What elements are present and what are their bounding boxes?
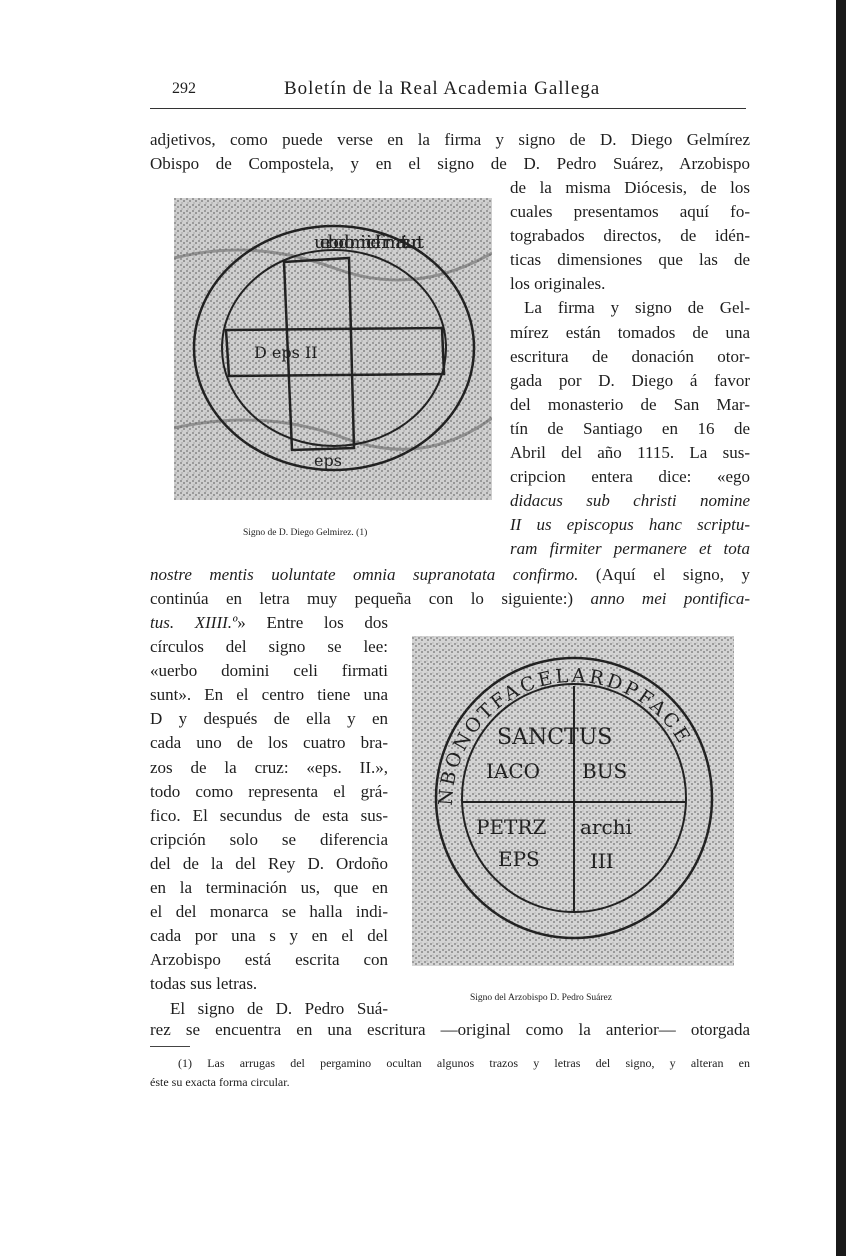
text-line: Arzobispo está escrita con bbox=[150, 950, 388, 970]
text-segment: continúa en letra muy pequeña con lo siguiente:) bbox=[150, 589, 591, 609]
text-segment: » Entre los dos bbox=[237, 613, 388, 632]
text-line: del de la del Rey D. Ordoño bbox=[150, 853, 388, 873]
middle-text bbox=[150, 563, 750, 611]
text-line: el del monarca se halla indi- bbox=[150, 902, 388, 922]
figure-caption: Signo del Arzobispo D. Pedro Suárez bbox=[470, 993, 612, 1003]
latin-text: tus. XIIII.º bbox=[150, 613, 238, 632]
suarez-ring-path-text: NBONOTFACELARDPFACE bbox=[434, 664, 696, 807]
figure-suarez-sign bbox=[412, 636, 734, 966]
text-line bbox=[510, 537, 750, 561]
text-line: cuales presentamos aquí fo- bbox=[510, 202, 750, 222]
footnote bbox=[150, 1054, 750, 1092]
text-line: círculos del signo se lee: bbox=[150, 637, 388, 657]
latin-text: nostre mentis uoluntate omnia supranotata confirmo. bbox=[150, 565, 579, 584]
footnote-mark: (1) bbox=[178, 1056, 192, 1070]
top-text bbox=[150, 128, 750, 176]
suarez-cell-text: SANCTUS bbox=[497, 725, 613, 750]
latin-text: didacus sub christi nomine bbox=[510, 491, 750, 511]
latin-text: ram firmiter permanere et tota bbox=[510, 539, 750, 559]
text-line: todas sus letras. bbox=[150, 974, 258, 994]
text-line: La firma y signo de Gel- bbox=[524, 298, 750, 318]
text-line: de la misma Diócesis, de los bbox=[510, 178, 750, 197]
text-line: zos de la cruz: «eps. II.», bbox=[150, 757, 388, 777]
left-column-text bbox=[150, 611, 388, 1021]
suarez-cell-text: archi bbox=[580, 815, 632, 839]
figure-caption: Signo de D. Diego Gelmirez. (1) bbox=[243, 528, 368, 538]
text-line: Obispo de Compostela, y en el signo de D. Pedro Suárez, Arzobispo bbox=[150, 154, 750, 174]
suarez-cell-text: III bbox=[590, 849, 614, 873]
suarez-sign-image bbox=[412, 636, 734, 966]
footnote-line: éste su exacta forma circular. bbox=[150, 1075, 290, 1089]
latin-text: II us episcopus hanc scriptu- bbox=[510, 515, 750, 535]
text-line bbox=[150, 611, 388, 635]
suarez-cell-text: PETRZ bbox=[476, 815, 547, 839]
text-line: los originales. bbox=[510, 274, 606, 294]
text-line bbox=[510, 489, 750, 513]
footnote-line bbox=[150, 1054, 750, 1073]
page-edge bbox=[836, 0, 846, 1256]
footnote-text: Las arrugas del pergamino ocultan algunos trazos y letras del signo, y alteran en bbox=[207, 1056, 751, 1070]
text-line: escritura de donación otor- bbox=[510, 346, 750, 366]
text-line: adjetivos, como puede verse en la firma y signo de D. Diego Gelmírez bbox=[150, 130, 750, 149]
bottom-text bbox=[150, 1018, 750, 1042]
text-line: gada por D. Diego á favor bbox=[510, 370, 750, 390]
gelmirez-arm-text: eps bbox=[314, 451, 342, 470]
latin-text: anno mei pontifica- bbox=[590, 589, 750, 609]
text-line: cada por una s y en el del bbox=[150, 926, 388, 946]
text-line: Abril del año 1115. La sus- bbox=[510, 443, 750, 463]
text-line bbox=[150, 563, 750, 587]
text-line bbox=[150, 587, 750, 611]
header-rule bbox=[150, 108, 746, 109]
text-line: todo como representa el grá- bbox=[150, 781, 388, 801]
text-line: D y después de ella y en bbox=[150, 709, 388, 729]
text-line: tograbados directos, de idén- bbox=[510, 226, 750, 246]
text-line: mírez están tomados de una bbox=[510, 322, 750, 342]
text-line: «uerbo domini celi firmati bbox=[150, 661, 388, 681]
text-line: ticas dimensiones que las de bbox=[510, 250, 750, 270]
text-segment: (Aquí el signo, y bbox=[578, 565, 750, 584]
suarez-cell-text: EPS bbox=[498, 847, 540, 871]
suarez-cell-text: IACO bbox=[486, 759, 541, 783]
text-line: cripción solo se diferencia bbox=[150, 829, 388, 849]
text-line: en la terminación us, que en bbox=[150, 878, 388, 898]
text-line: El signo de D. Pedro Suá- bbox=[170, 998, 388, 1018]
journal-title: Boletín de la Real Academia Gallega bbox=[284, 78, 601, 99]
text-line: fico. El secundus de esta sus- bbox=[150, 805, 388, 825]
gelmirez-sign-image bbox=[174, 198, 492, 500]
text-line: sunt». En el centro tiene una bbox=[150, 685, 388, 705]
gelmirez-outer-text: uerbo domini celi firmati sunt bbox=[314, 232, 424, 253]
right-column-text bbox=[510, 176, 750, 562]
text-line: cripcion entera dice: «ego bbox=[510, 467, 750, 487]
text-line: tín de Santiago en 16 de bbox=[510, 418, 750, 438]
text-line: cada uno de los cuatro bra- bbox=[150, 733, 388, 753]
suarez-cell-text: BUS bbox=[582, 759, 628, 783]
page-number: 292 bbox=[172, 80, 196, 97]
footnote-rule bbox=[150, 1046, 190, 1047]
text-line: del monasterio de San Mar- bbox=[510, 394, 750, 414]
figure-gelmirez-sign bbox=[174, 198, 492, 500]
text-line: rez se encuentra en una escritura —original como la anterior— otorgada bbox=[150, 1020, 750, 1039]
gelmirez-center-text: D eps II bbox=[254, 343, 318, 362]
text-line bbox=[510, 513, 750, 537]
running-header bbox=[150, 76, 750, 110]
